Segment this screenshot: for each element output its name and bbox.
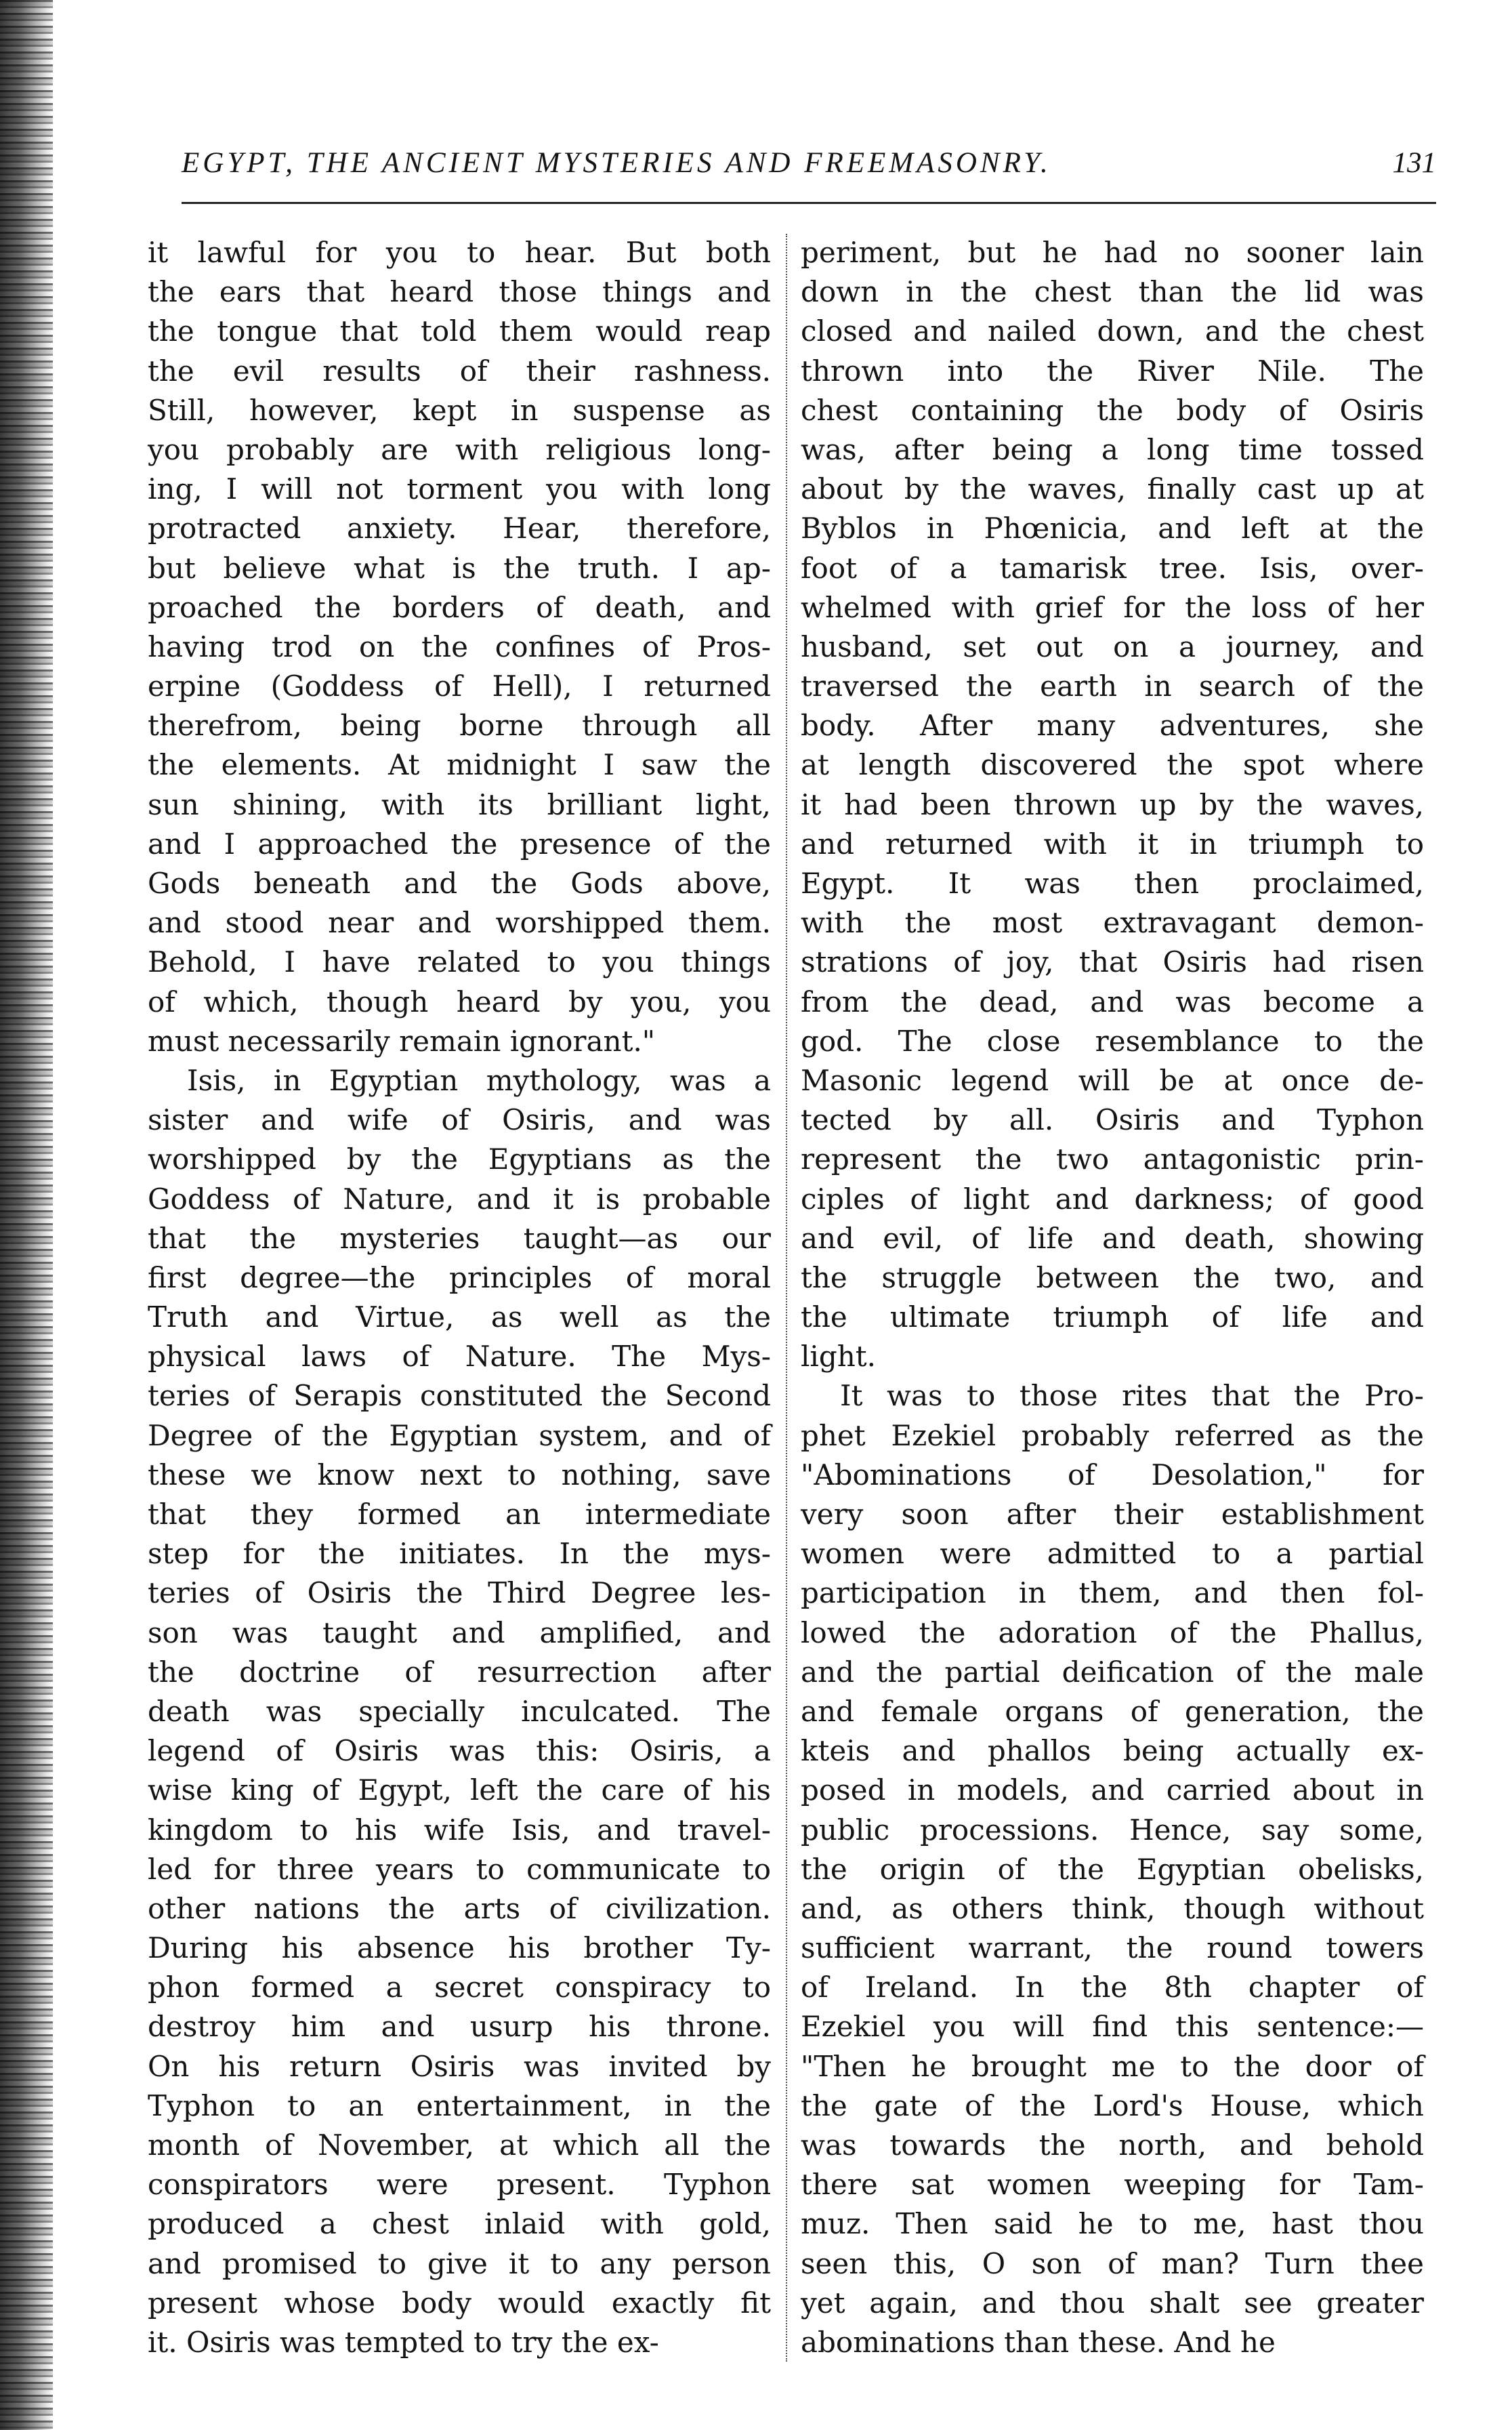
text-line: chest containing the body of Osiris — [801, 393, 1424, 427]
text-line: must necessarily remain ignorant." — [148, 1024, 656, 1058]
text-line: lowed the adoration of the Phallus, — [801, 1615, 1424, 1649]
text-line: posed in models, and carried about in — [801, 1773, 1424, 1807]
text-line: kteis and phallos being actually ex- — [801, 1734, 1424, 1768]
text-line: was, after being a long time tossed — [801, 432, 1424, 466]
text-line: therefrom, being borne through all — [148, 709, 771, 743]
text-line: Egypt. It was then proclaimed, — [801, 867, 1424, 900]
text-line: legend of Osiris was this: Osiris, a — [148, 1734, 771, 1768]
text-line: of which, though heard by you, you — [148, 985, 771, 1018]
text-line: sufficient warrant, the round towers — [801, 1931, 1424, 1965]
text-line: and promised to give it to any person — [148, 2246, 771, 2280]
text-line: it lawful for you to hear. But both — [148, 236, 771, 269]
text-line: the ultimate triumph of life and — [801, 1300, 1424, 1334]
text-line: from the dead, and was become a — [801, 985, 1424, 1018]
text-line: husband, set out on a journey, and — [801, 630, 1424, 663]
text-line: closed and nailed down, and the chest — [801, 314, 1424, 348]
text-line: step for the initiates. In the mys- — [148, 1537, 771, 1571]
text-line: god. The close resemblance to the — [801, 1024, 1424, 1058]
text-line: Behold, I have related to you things — [148, 945, 771, 979]
text-line: Truth and Virtue, as well as the — [148, 1300, 771, 1334]
text-line: Isis, in Egyptian mythology, was a — [187, 1063, 771, 1097]
text-line: body. After many adventures, she — [801, 709, 1424, 743]
text-line: the origin of the Egyptian obelisks, — [801, 1852, 1424, 1886]
text-line: "Then he brought me to the door of — [801, 2049, 1424, 2083]
text-line: sun shining, with its brilliant light, — [148, 787, 771, 821]
right-column — [801, 233, 1424, 2362]
text-line: very soon after their establishment — [801, 1498, 1424, 1531]
text-line: and the partial deification of the male — [801, 1655, 1424, 1689]
text-line: was towards the north, and behold — [801, 2128, 1424, 2162]
page-header — [182, 146, 1436, 194]
running-head: EGYPT, THE ANCIENT MYSTERIES AND FREEMASONRY. — [182, 147, 1051, 179]
page-number: 131 — [1392, 147, 1436, 179]
text-line: On his return Osiris was invited by — [148, 2049, 771, 2083]
column-divider — [786, 234, 787, 2362]
text-line: Masonic legend will be at once de- — [801, 1063, 1424, 1097]
text-line: Gods beneath and the Gods above, — [148, 867, 771, 900]
text-line: destroy him and usurp his throne. — [148, 2010, 771, 2044]
text-line: protracted anxiety. Hear, therefore, — [148, 512, 771, 545]
text-line: the gate of the Lord's House, which — [801, 2088, 1424, 2122]
text-line: Goddess of Nature, and it is probable — [148, 1182, 771, 1216]
text-line: ciples of light and darkness; of good — [801, 1182, 1424, 1216]
text-line: proached the borders of death, and — [148, 590, 771, 624]
text-line: you probably are with religious long- — [148, 432, 771, 466]
text-line: periment, but he had no sooner lain — [801, 236, 1424, 269]
text-line: month of November, at which all the — [148, 2128, 771, 2162]
text-line: It was to those rites that the Pro- — [840, 1379, 1424, 1413]
text-line: and female organs of generation, the — [801, 1694, 1424, 1728]
text-line: abominations than these. And he — [801, 2325, 1276, 2359]
text-line: with the most extravagant demon- — [801, 906, 1424, 940]
text-line: of Ireland. In the 8th chapter of — [801, 1971, 1424, 2004]
text-line: that the mysteries taught—as our — [148, 1221, 771, 1255]
text-line: phet Ezekiel probably referred as the — [801, 1418, 1424, 1452]
text-line: death was specially inculcated. The — [148, 1694, 771, 1728]
text-line: about by the waves, finally cast up at — [801, 472, 1424, 506]
text-line: these we know next to nothing, save — [148, 1458, 771, 1491]
text-line: down in the chest than the lid was — [801, 275, 1424, 309]
text-line: thrown into the River Nile. The — [801, 354, 1424, 388]
text-line: and stood near and worshipped them. — [148, 906, 771, 940]
text-line: wise king of Egypt, left the care of his — [148, 1773, 771, 1807]
text-line: that they formed an intermediate — [148, 1498, 771, 1531]
scanned-binding-edge — [0, 0, 53, 2430]
text-line: tected by all. Osiris and Typhon — [801, 1103, 1424, 1137]
text-line: women were admitted to a partial — [801, 1537, 1424, 1571]
text-line: ing, I will not torment you with long — [148, 472, 771, 506]
text-line: first degree—the principles of moral — [148, 1260, 771, 1294]
text-line: light. — [801, 1340, 877, 1374]
text-line: led for three years to communicate to — [148, 1852, 771, 1886]
text-line: Typhon to an entertainment, in the — [148, 2088, 771, 2122]
text-line: participation in them, and then fol- — [801, 1576, 1424, 1610]
text-line: yet again, and thou shalt see greater — [801, 2286, 1424, 2320]
text-line: whelmed with grief for the loss of her — [801, 590, 1424, 624]
text-line: at length discovered the spot where — [801, 748, 1424, 782]
text-line: During his absence his brother Ty- — [148, 1931, 771, 1965]
text-line: having trod on the confines of Pros- — [148, 630, 771, 663]
text-line: the tongue that told them would reap — [148, 314, 771, 348]
text-line: and evil, of life and death, showing — [801, 1221, 1424, 1255]
text-line: teries of Serapis constituted the Second — [148, 1379, 771, 1413]
text-line: Degree of the Egyptian system, and of — [148, 1418, 771, 1452]
text-line: strations of joy, that Osiris had risen — [801, 945, 1424, 979]
text-line: seen this, O son of man? Turn thee — [801, 2246, 1424, 2280]
header-rule — [182, 202, 1436, 204]
text-line: Ezekiel you will find this sentence:— — [801, 2010, 1424, 2044]
text-line: the elements. At midnight I saw the — [148, 748, 771, 782]
text-line: and, as others think, though without — [801, 1891, 1424, 1925]
text-line: conspirators were present. Typhon — [148, 2168, 771, 2202]
text-line: son was taught and amplified, and — [148, 1615, 771, 1649]
left-column — [148, 233, 771, 2362]
text-line: it. Osiris was tempted to try the ex- — [148, 2325, 659, 2359]
text-line: but believe what is the truth. I ap- — [148, 551, 771, 585]
text-line: traversed the earth in search of the — [801, 670, 1424, 703]
text-line: it had been thrown up by the waves, — [801, 787, 1424, 821]
text-line: kingdom to his wife Isis, and travel- — [148, 1813, 771, 1847]
text-line: foot of a tamarisk tree. Isis, over- — [801, 551, 1424, 585]
text-line: produced a chest inlaid with gold, — [148, 2207, 771, 2241]
text-line: the evil results of their rashness. — [148, 354, 771, 388]
text-line: physical laws of Nature. The Mys- — [148, 1340, 771, 1374]
text-line: and I approached the presence of the — [148, 827, 771, 861]
text-line: erpine (Goddess of Hell), I returned — [148, 670, 771, 703]
text-line: there sat women weeping for Tam- — [801, 2168, 1424, 2202]
text-line: the doctrine of resurrection after — [148, 1655, 771, 1689]
text-line: Byblos in Phœnicia, and left at the — [801, 512, 1424, 545]
text-line: other nations the arts of civilization. — [148, 1891, 771, 1925]
text-line: public processions. Hence, say some, — [801, 1813, 1424, 1847]
text-line: phon formed a secret conspiracy to — [148, 1971, 771, 2004]
text-line: muz. Then said he to me, hast thou — [801, 2207, 1424, 2241]
text-line: worshipped by the Egyptians as the — [148, 1142, 771, 1176]
text-line: the struggle between the two, and — [801, 1260, 1424, 1294]
text-line: "Abominations of Desolation," for — [801, 1458, 1424, 1491]
text-line: sister and wife of Osiris, and was — [148, 1103, 771, 1137]
text-line: represent the two antagonistic prin- — [801, 1142, 1424, 1176]
text-line: the ears that heard those things and — [148, 275, 771, 309]
text-line: Still, however, kept in suspense as — [148, 393, 771, 427]
text-line: teries of Osiris the Third Degree les- — [148, 1576, 771, 1610]
text-line: present whose body would exactly fit — [148, 2286, 771, 2320]
text-line: and returned with it in triumph to — [801, 827, 1424, 861]
